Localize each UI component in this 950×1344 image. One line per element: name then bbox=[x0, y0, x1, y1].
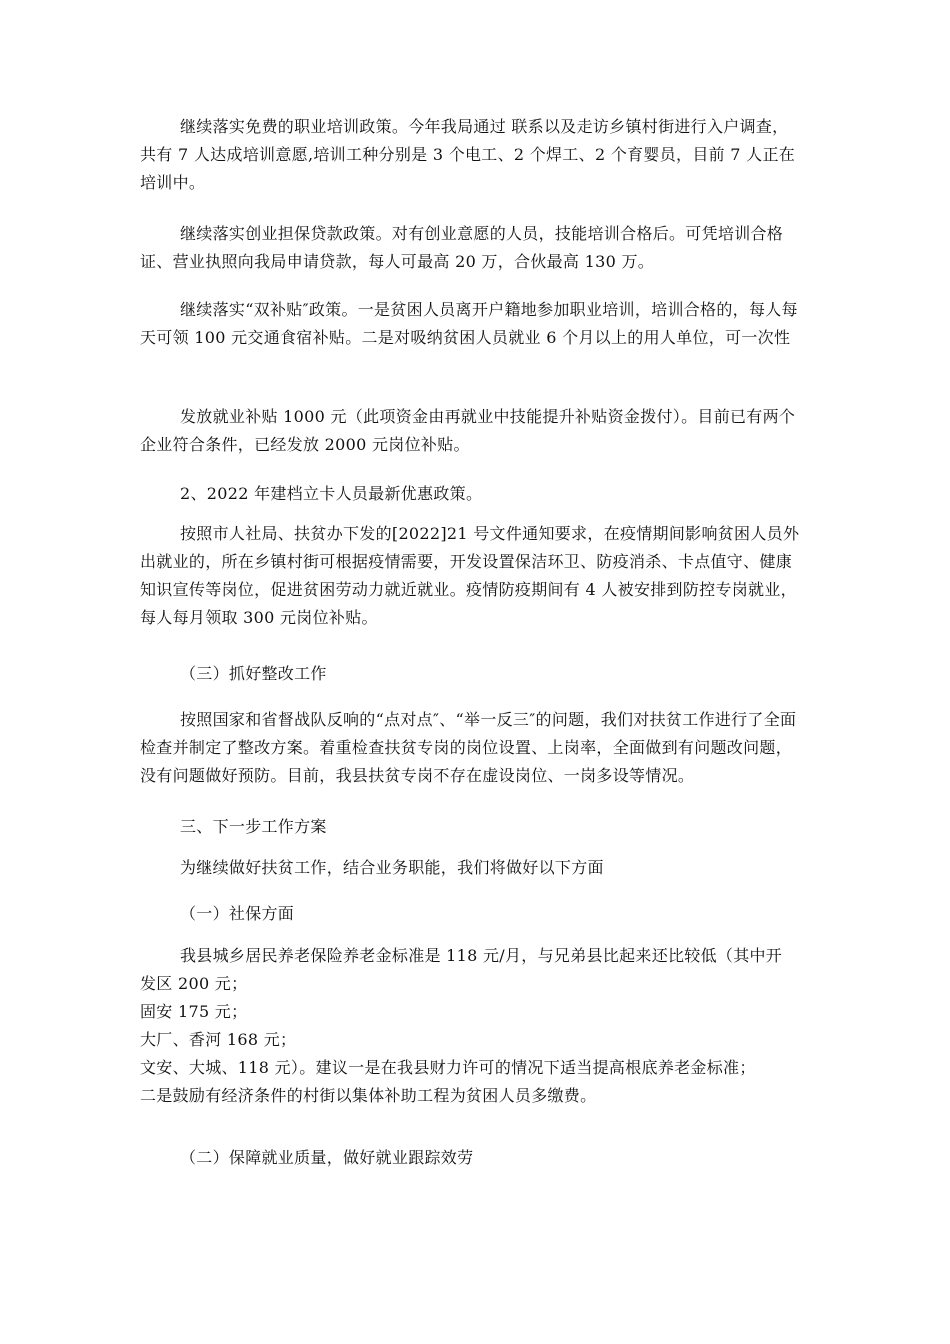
pension-line-2: 发区 200 元； bbox=[140, 974, 248, 993]
section-heading-rectification: （三）抓好整改工作 bbox=[180, 664, 327, 683]
pension-line-3: 固安 175 元； bbox=[140, 1002, 248, 1021]
paragraph-rectification: 按照国家和省督战队反响的“点对点″、“举一反三″的问题，我们对扶贫工作进行了全面检查并制定了整改方案。着重检查扶贫专岗的岗位设置、上岗率，全面做到有问题改问题，没有问题做好预防。目前，我县扶贫专岗不存在虚设岗位、一岗多设等情况。 bbox=[140, 710, 797, 785]
paragraph-pension-standard bbox=[140, 942, 800, 1110]
section-heading-social-security: （一）社保方面 bbox=[180, 904, 295, 923]
pension-line-6: 二是鼓励有经济条件的村街以集体补助工程为贫困人员多缴费。 bbox=[140, 1086, 597, 1105]
paragraph-employment-subsidy: 发放就业补贴 1000 元（此项资金由再就业中技能提升补贴资金拨付）。目前已有两个企业符合条件，已经发放 2000 元岗位补贴。 bbox=[140, 407, 796, 454]
paragraph-epidemic-posts: 按照市人社局、扶贫办下发的[2022]21 号文件通知要求，在疫情期间影响贫困人员外出就业的，所在乡镇村街可根据疫情需要，开发设置保洁环卫、防疫消杀、卡点值守、健康知识宣传等岗位，促进贫困劳动力就近就业。疫情防疫期间有 4 人被安排到防控专岗就业，每人每月领取 300 元岗位补贴。 bbox=[140, 524, 800, 627]
pension-line-4: 大厂、香河 168 元； bbox=[140, 1030, 297, 1049]
paragraph-next-steps-intro: 为继续做好扶贫工作，结合业务职能，我们将做好以下方面 bbox=[180, 858, 604, 877]
pension-line-1: 我县城乡居民养老保险养老金标准是 118 元/月，与兄弟县比起来还比较低（其中开 bbox=[180, 946, 783, 965]
paragraph-double-subsidy: 继续落实“双补贴″政策。一是贫困人员离开户籍地参加职业培训，培训合格的，每人每天可领 100 元交通食宿补贴。二是对吸纳贫困人员就业 6 个月以上的用人单位，可一次性 bbox=[140, 300, 798, 347]
section-heading-next-steps: 三、下一步工作方案 bbox=[180, 817, 327, 836]
section-heading-employment-quality: （二）保障就业质量，做好就业跟踪效劳 bbox=[180, 1148, 474, 1167]
paragraph-startup-loan: 继续落实创业担保贷款政策。对有创业意愿的人员，技能培训合格后。可凭培训合格证、营业执照向我局申请贷款，每人可最高 20 万，合伙最高 130 万。 bbox=[140, 224, 784, 271]
section-heading-2022-policy: 2、2022 年建档立卡人员最新优惠政策。 bbox=[180, 484, 483, 503]
pension-line-5: 文安、大城、118 元）。建议一是在我县财力许可的情况下适当提高根底养老金标准； bbox=[140, 1058, 756, 1077]
paragraph-vocational-training: 继续落实免费的职业培训政策。今年我局通过 联系以及走访乡镇村街进行入户调查，共有 7 人达成培训意愿,培训工种分别是 3 个电工、2 个焊工、2 个育婴员，目前 7 人正在培训中。 bbox=[140, 117, 796, 192]
